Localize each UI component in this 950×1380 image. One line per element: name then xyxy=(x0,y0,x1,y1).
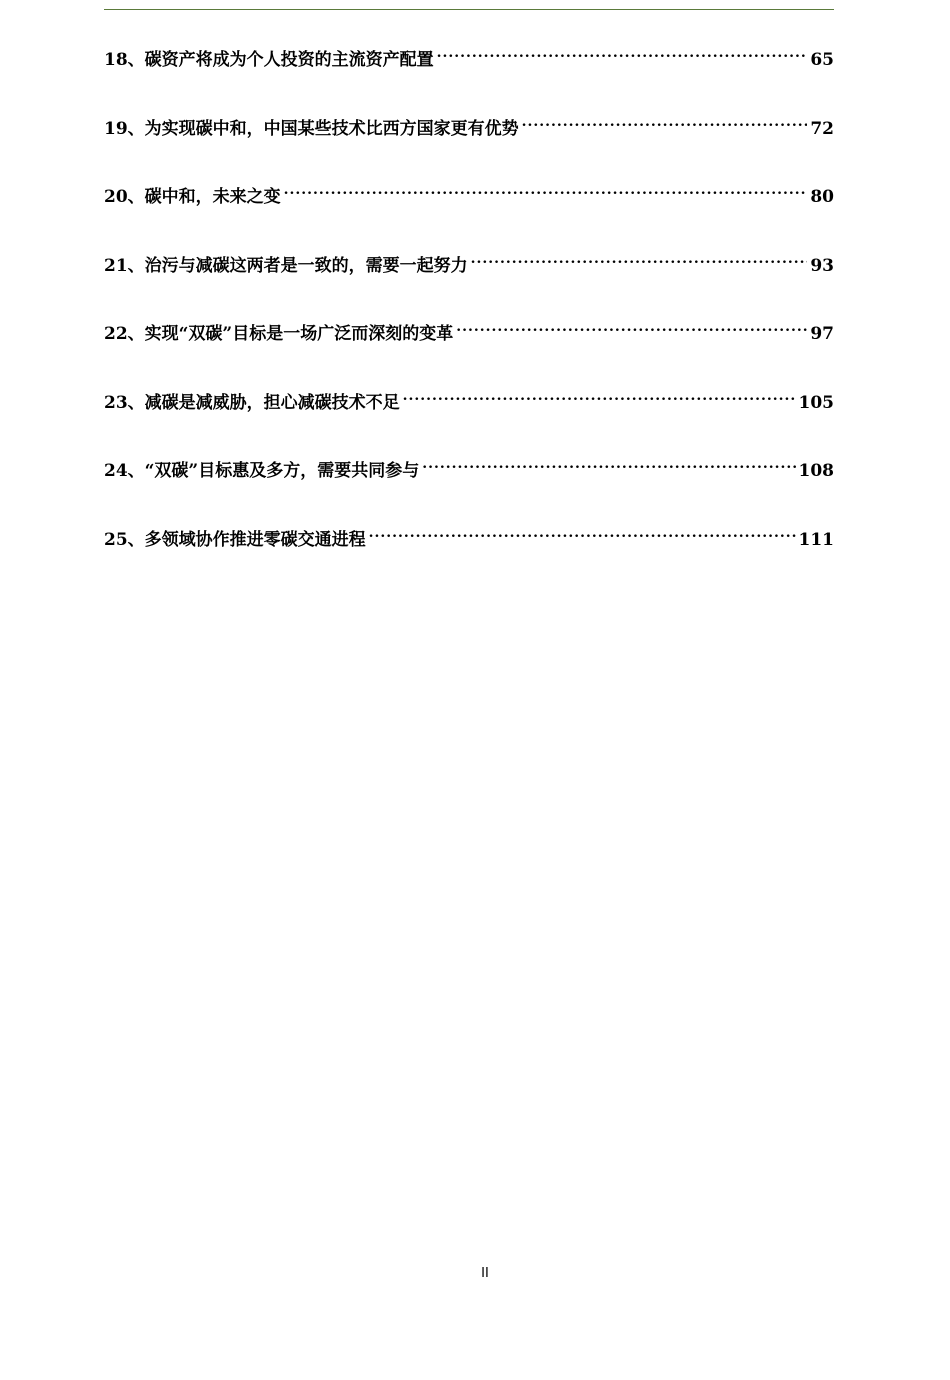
toc-entry[interactable] xyxy=(104,384,834,453)
toc-entry-title: 19、为实现碳中和，中国某些技术比西方国家更有优势 xyxy=(104,118,519,139)
toc-entry-page: 93 xyxy=(810,255,834,276)
toc-entry[interactable] xyxy=(104,247,834,316)
toc-entry[interactable] xyxy=(104,315,834,384)
toc-entry[interactable] xyxy=(104,178,834,247)
toc-entry-title: 20、碳中和，未来之变 xyxy=(104,187,281,207)
toc-entry-page: 111 xyxy=(798,529,834,550)
toc-dot-leader xyxy=(456,315,807,339)
toc-entry-title: 24、“双碳”目标惠及多方，需要共同参与 xyxy=(104,461,420,481)
toc-entry-page: 80 xyxy=(810,187,834,207)
toc-entry[interactable] xyxy=(104,41,834,110)
toc-dot-leader xyxy=(437,41,808,65)
toc-dot-leader xyxy=(403,384,796,408)
toc-entry-page: 105 xyxy=(798,392,834,413)
toc-entry-page: 97 xyxy=(810,324,834,344)
toc-entry[interactable] xyxy=(104,110,834,179)
table-of-contents xyxy=(104,41,834,589)
toc-entry-title: 21、治污与减碳这两者是一致的，需要一起努力 xyxy=(104,255,468,276)
toc-entry-title: 18、碳资产将成为个人投资的主流资产配置 xyxy=(104,50,434,70)
toc-entry-page: 65 xyxy=(810,50,834,70)
toc-dot-leader xyxy=(284,178,808,202)
toc-dot-leader xyxy=(522,110,808,134)
toc-entry-page: 108 xyxy=(798,461,834,481)
toc-dot-leader xyxy=(471,247,808,271)
header-rule xyxy=(104,9,834,10)
toc-entry-page: 72 xyxy=(810,118,834,139)
toc-entry-title: 22、实现“双碳”目标是一场广泛而深刻的变革 xyxy=(104,324,454,344)
toc-dot-leader xyxy=(422,452,795,476)
footer-page-number: II xyxy=(481,1266,489,1281)
toc-entry-title: 25、多领域协作推进零碳交通进程 xyxy=(104,529,366,550)
toc-entry[interactable] xyxy=(104,521,834,590)
toc-dot-leader xyxy=(369,521,796,545)
toc-entry-title: 23、减碳是减威胁，担心减碳技术不足 xyxy=(104,392,400,413)
toc-entry[interactable] xyxy=(104,452,834,521)
